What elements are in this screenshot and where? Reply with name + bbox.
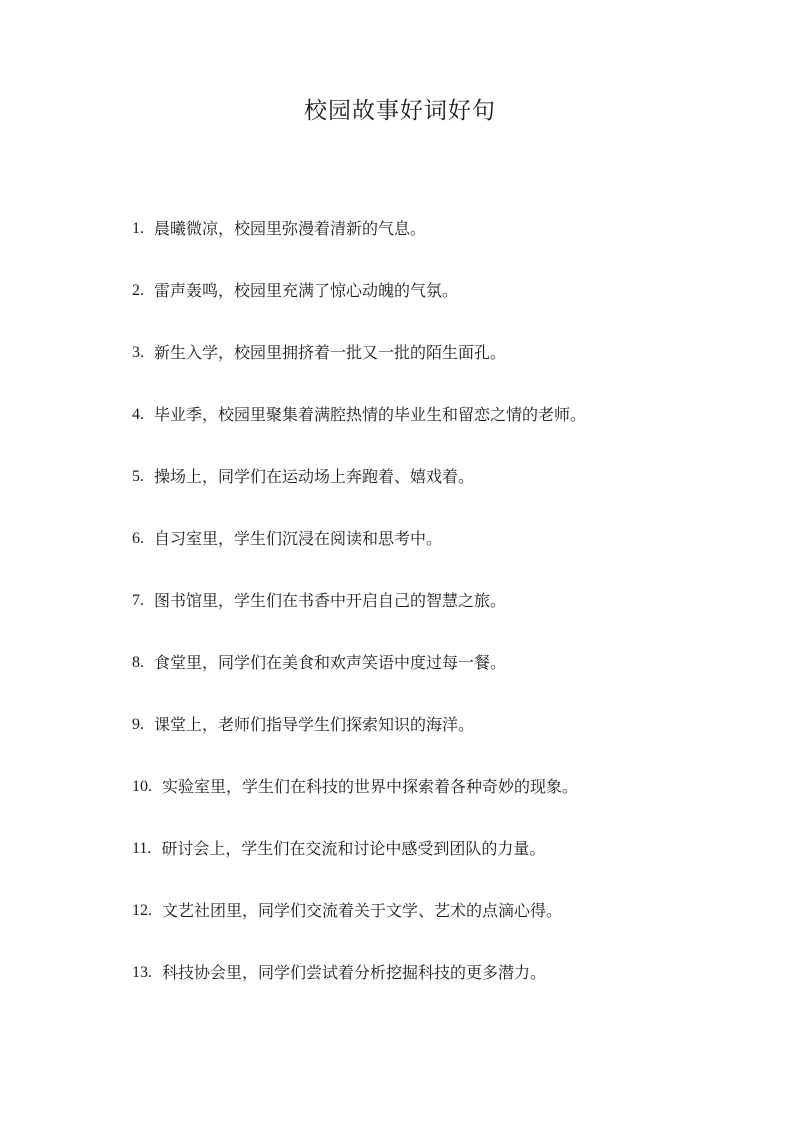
list-item: [132, 770, 772, 832]
item-number: 10.: [132, 778, 152, 795]
item-text: 新生入学，校园里拥挤着一批又一批的陌生面孔。: [154, 343, 507, 362]
document-title: 校园故事好词好句: [304, 98, 496, 124]
item-number: 7.: [132, 592, 144, 609]
item-number: 1.: [132, 220, 144, 237]
list-item: [132, 894, 772, 956]
list-item: [132, 832, 772, 894]
item-number: 9.: [132, 716, 144, 733]
list-item: [132, 212, 772, 274]
item-text: 研讨会上，学生们在交流和讨论中感受到团队的力量。: [161, 839, 546, 858]
item-number: 6.: [132, 530, 144, 547]
item-text: 自习室里，学生们沉浸在阅读和思考中。: [154, 529, 443, 548]
item-number: 5.: [132, 468, 144, 485]
list-item: [132, 584, 772, 646]
list-item: [132, 646, 772, 708]
item-text: 课堂上，老师们指导学生们探索知识的海洋。: [154, 715, 475, 734]
list-item: [132, 522, 772, 584]
item-number: 13.: [132, 964, 152, 981]
item-text: 毕业季，校园里聚集着满腔热情的毕业生和留恋之情的老师。: [154, 405, 587, 424]
item-text: 科技协会里，同学们尝试着分析挖掘科技的更多潜力。: [162, 963, 547, 982]
list-item: [132, 460, 772, 522]
item-number: 8.: [132, 654, 144, 671]
list-item: [132, 398, 772, 460]
item-text: 操场上，同学们在运动场上奔跑着、嬉戏着。: [154, 467, 475, 486]
list-item: [132, 956, 772, 1018]
item-text: 图书馆里，学生们在书香中开启自己的智慧之旅。: [154, 591, 507, 610]
item-number: 11.: [132, 840, 152, 857]
list-item: [132, 336, 772, 398]
item-number: 3.: [132, 344, 144, 361]
item-number: 4.: [132, 406, 144, 423]
item-number: 12.: [132, 902, 152, 919]
item-text: 文艺社团里，同学们交流着关于文学、艺术的点滴心得。: [162, 901, 563, 920]
phrase-list: [132, 212, 772, 1018]
item-text: 雷声轰鸣，校园里充满了惊心动魄的气氛。: [154, 281, 459, 300]
item-text: 晨曦微凉，校园里弥漫着清新的气息。: [154, 219, 427, 238]
item-number: 2.: [132, 282, 144, 299]
list-item: [132, 708, 772, 770]
item-text: 实验室里，学生们在科技的世界中探索着各种奇妙的现象。: [162, 777, 579, 796]
item-text: 食堂里，同学们在美食和欢声笑语中度过每一餐。: [154, 653, 507, 672]
list-item: [132, 274, 772, 336]
